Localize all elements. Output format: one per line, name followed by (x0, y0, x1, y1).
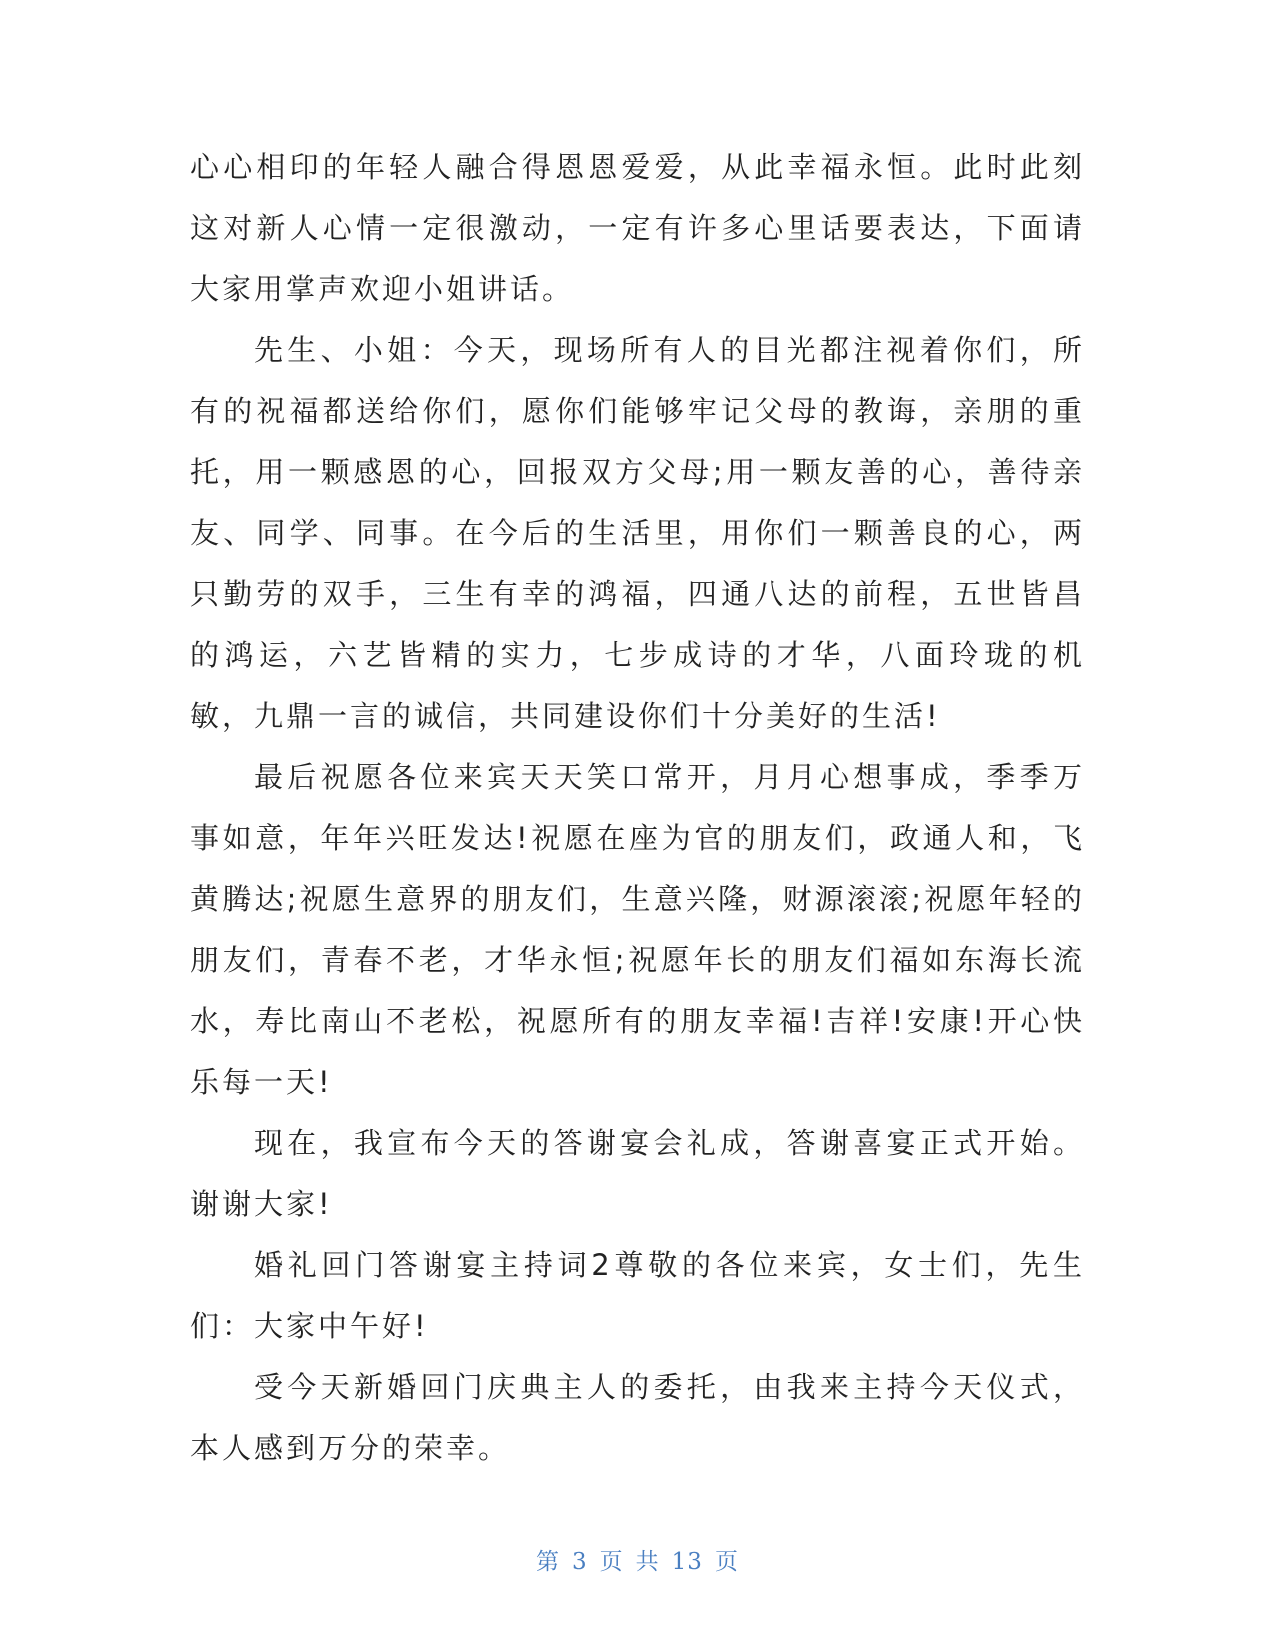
footer-prefix: 第 (536, 1549, 561, 1575)
footer-page-word: 页 (599, 1549, 624, 1575)
paragraph-5: 婚礼回门答谢宴主持词2尊敬的各位来宾，女士们，先生们：大家中午好! (190, 1248, 1085, 1343)
footer-total-word: 共 (635, 1549, 660, 1575)
current-page-number: 3 (572, 1549, 588, 1575)
total-pages-number: 13 (671, 1549, 703, 1575)
paragraph-3: 最后祝愿各位来宾天天笑口常开，月月心想事成，季季万事如意，年年兴旺发达!祝愿在座为官的朋友们，政通人和，飞黄腾达;祝愿生意界的朋友们，生意兴隆，财源滚滚;祝愿年轻的朋友们，青春不老，才华永恒;祝愿年长的朋友们福如东海长流水，寿比南山不老松，祝愿所有的朋友幸福!吉祥!安康!开心快乐每一天! (190, 760, 1085, 1099)
footer-suffix: 页 (714, 1549, 739, 1575)
paragraph-1: 心心相印的年轻人融合得恩恩爱爱，从此幸福永恒。此时此刻这对新人心情一定很激动，一定有许多心里话要表达，下面请大家用掌声欢迎小姐讲话。 (190, 150, 1085, 306)
paragraph-4: 现在，我宣布今天的答谢宴会礼成，答谢喜宴正式开始。谢谢大家! (190, 1126, 1085, 1221)
paragraph-2: 先生、小姐：今天，现场所有人的目光都注视着你们，所有的祝福都送给你们，愿你们能够牢记父母的教诲，亲朋的重托，用一颗感恩的心，回报双方父母;用一颗友善的心，善待亲友、同学、同事。在今后的生活里，用你们一颗善良的心，两只勤劳的双手，三生有幸的鸿福，四通八达的前程，五世皆昌的鸿运，六艺皆精的实力，七步成诗的才华，八面玲珑的机敏，九鼎一言的诚信，共同建设你们十分美好的生活! (190, 333, 1085, 733)
page-number-footer (0, 1543, 1275, 1576)
document-body (190, 137, 1085, 1479)
paragraph-6: 受今天新婚回门庆典主人的委托，由我来主持今天仪式，本人感到万分的荣幸。 (190, 1370, 1085, 1465)
